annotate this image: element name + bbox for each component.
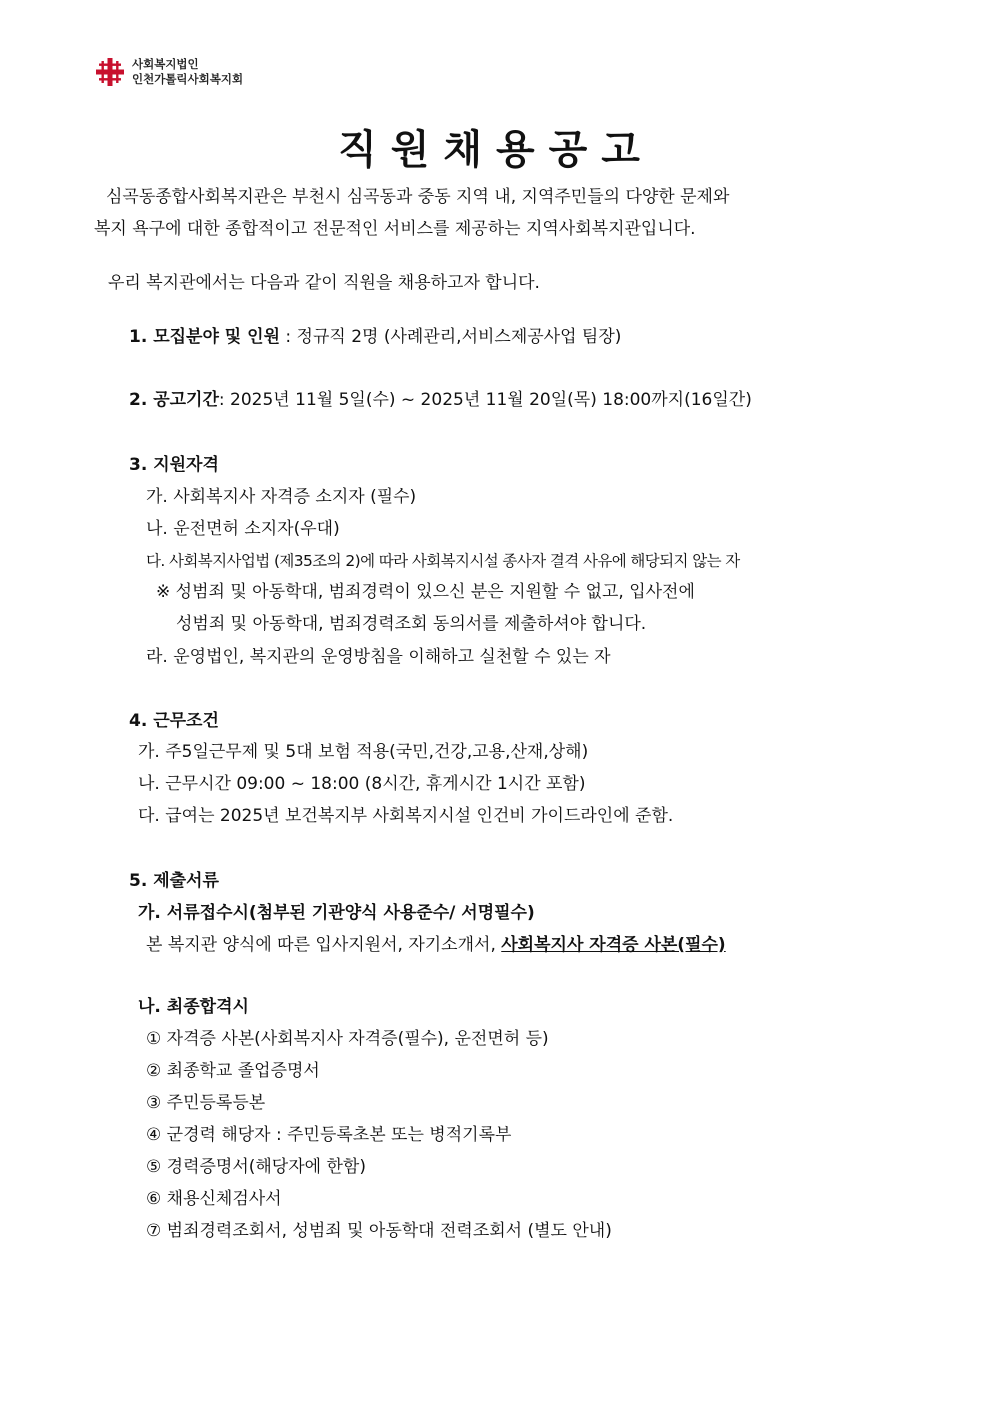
section-1 bbox=[129, 326, 621, 348]
section-5-ga-text bbox=[146, 934, 726, 956]
section-4-item-da: 다. 급여는 2025년 보건복지부 사회복지시설 인건비 가이드라인에 준함. bbox=[138, 806, 674, 826]
intro-line-2: 복지 욕구에 대한 종합적이고 전문적인 서비스를 제공하는 지역사회복지관입니다. bbox=[94, 219, 696, 239]
section-5-ga-docs: 본 복지관 양식에 따른 입사지원서, 자기소개서, bbox=[146, 935, 502, 955]
section-3-item-na: 나. 운전면허 소지자(우대) bbox=[146, 519, 340, 539]
intro-line-1: 심곡동종합사회복지관은 부천시 심곡동과 중동 지역 내, 지역주민들의 다양한 문제와 bbox=[106, 187, 730, 207]
final-doc-item: ⑦ 범죄경력조회서, 성범죄 및 아동학대 전력조회서 (별도 안내) bbox=[146, 1221, 612, 1241]
section-3-label: 3. 지원자격 bbox=[129, 455, 219, 475]
section-5-na-label: 나. 최종합격시 bbox=[138, 997, 249, 1017]
intro-line-3: 우리 복지관에서는 다음과 같이 직원을 채용하고자 합니다. bbox=[108, 273, 540, 293]
cross-icon bbox=[94, 56, 126, 88]
section-2-label: 2. 공고기간 bbox=[129, 390, 219, 410]
section-3-note-2: 성범죄 및 아동학대, 범죄경력조회 동의서를 제출하셔야 합니다. bbox=[176, 614, 647, 634]
section-4-item-na: 나. 근무시간 09:00 ~ 18:00 (8시간, 휴게시간 1시간 포함) bbox=[138, 774, 586, 794]
section-4-item-ga: 가. 주5일근무제 및 5대 보험 적용(국민,건강,고용,산재,상해) bbox=[138, 742, 589, 762]
org-logo bbox=[94, 56, 243, 88]
page-title: 직원채용공고 bbox=[338, 126, 654, 173]
section-2 bbox=[129, 389, 752, 411]
org-name-line1: 사회복지법인 bbox=[132, 57, 199, 71]
section-3-note-1: ※ 성범죄 및 아동학대, 범죄경력이 있으신 분은 지원할 수 없고, 입사전에 bbox=[156, 582, 695, 602]
final-doc-item: ⑤ 경력증명서(해당자에 한함) bbox=[146, 1157, 366, 1177]
final-doc-item: ⑥ 채용신체검사서 bbox=[146, 1189, 282, 1209]
section-3-item-ga: 가. 사회복지사 자격증 소지자 (필수) bbox=[146, 487, 417, 507]
final-doc-item: ④ 군경력 해당자 : 주민등록초본 또는 병적기록부 bbox=[146, 1125, 512, 1145]
section-5-ga-required-doc: 사회복지사 자격증 사본(필수) bbox=[501, 935, 726, 955]
section-4-label: 4. 근무조건 bbox=[129, 711, 219, 731]
section-3-item-da: 다. 사회복지사업법 (제35조의 2)에 따라 사회복지시설 종사자 결격 사유에 해당되지 않는 자 bbox=[146, 552, 740, 570]
section-5-ga-label: 가. 서류접수시(첨부된 기관양식 사용준수/ 서명필수) bbox=[138, 903, 535, 923]
section-1-text: : 정규직 2명 (사례관리,서비스제공사업 팀장) bbox=[280, 327, 622, 347]
final-doc-item: ③ 주민등록등본 bbox=[146, 1093, 266, 1113]
section-3-item-ra: 라. 운영법인, 복지관의 운영방침을 이해하고 실천할 수 있는 자 bbox=[146, 647, 611, 667]
final-doc-item: ② 최종학교 졸업증명서 bbox=[146, 1061, 320, 1081]
final-doc-item: ① 자격증 사본(사회복지사 자격증(필수), 운전면허 등) bbox=[146, 1029, 549, 1049]
section-2-text: : 2025년 11월 5일(수) ~ 2025년 11월 20일(목) 18:00까지(16일간) bbox=[218, 390, 752, 410]
section-5-label: 5. 제출서류 bbox=[129, 871, 219, 891]
org-name-line2: 인천가톨릭사회복지회 bbox=[132, 72, 244, 86]
section-1-label: 1. 모집분야 및 인원 bbox=[129, 327, 280, 347]
